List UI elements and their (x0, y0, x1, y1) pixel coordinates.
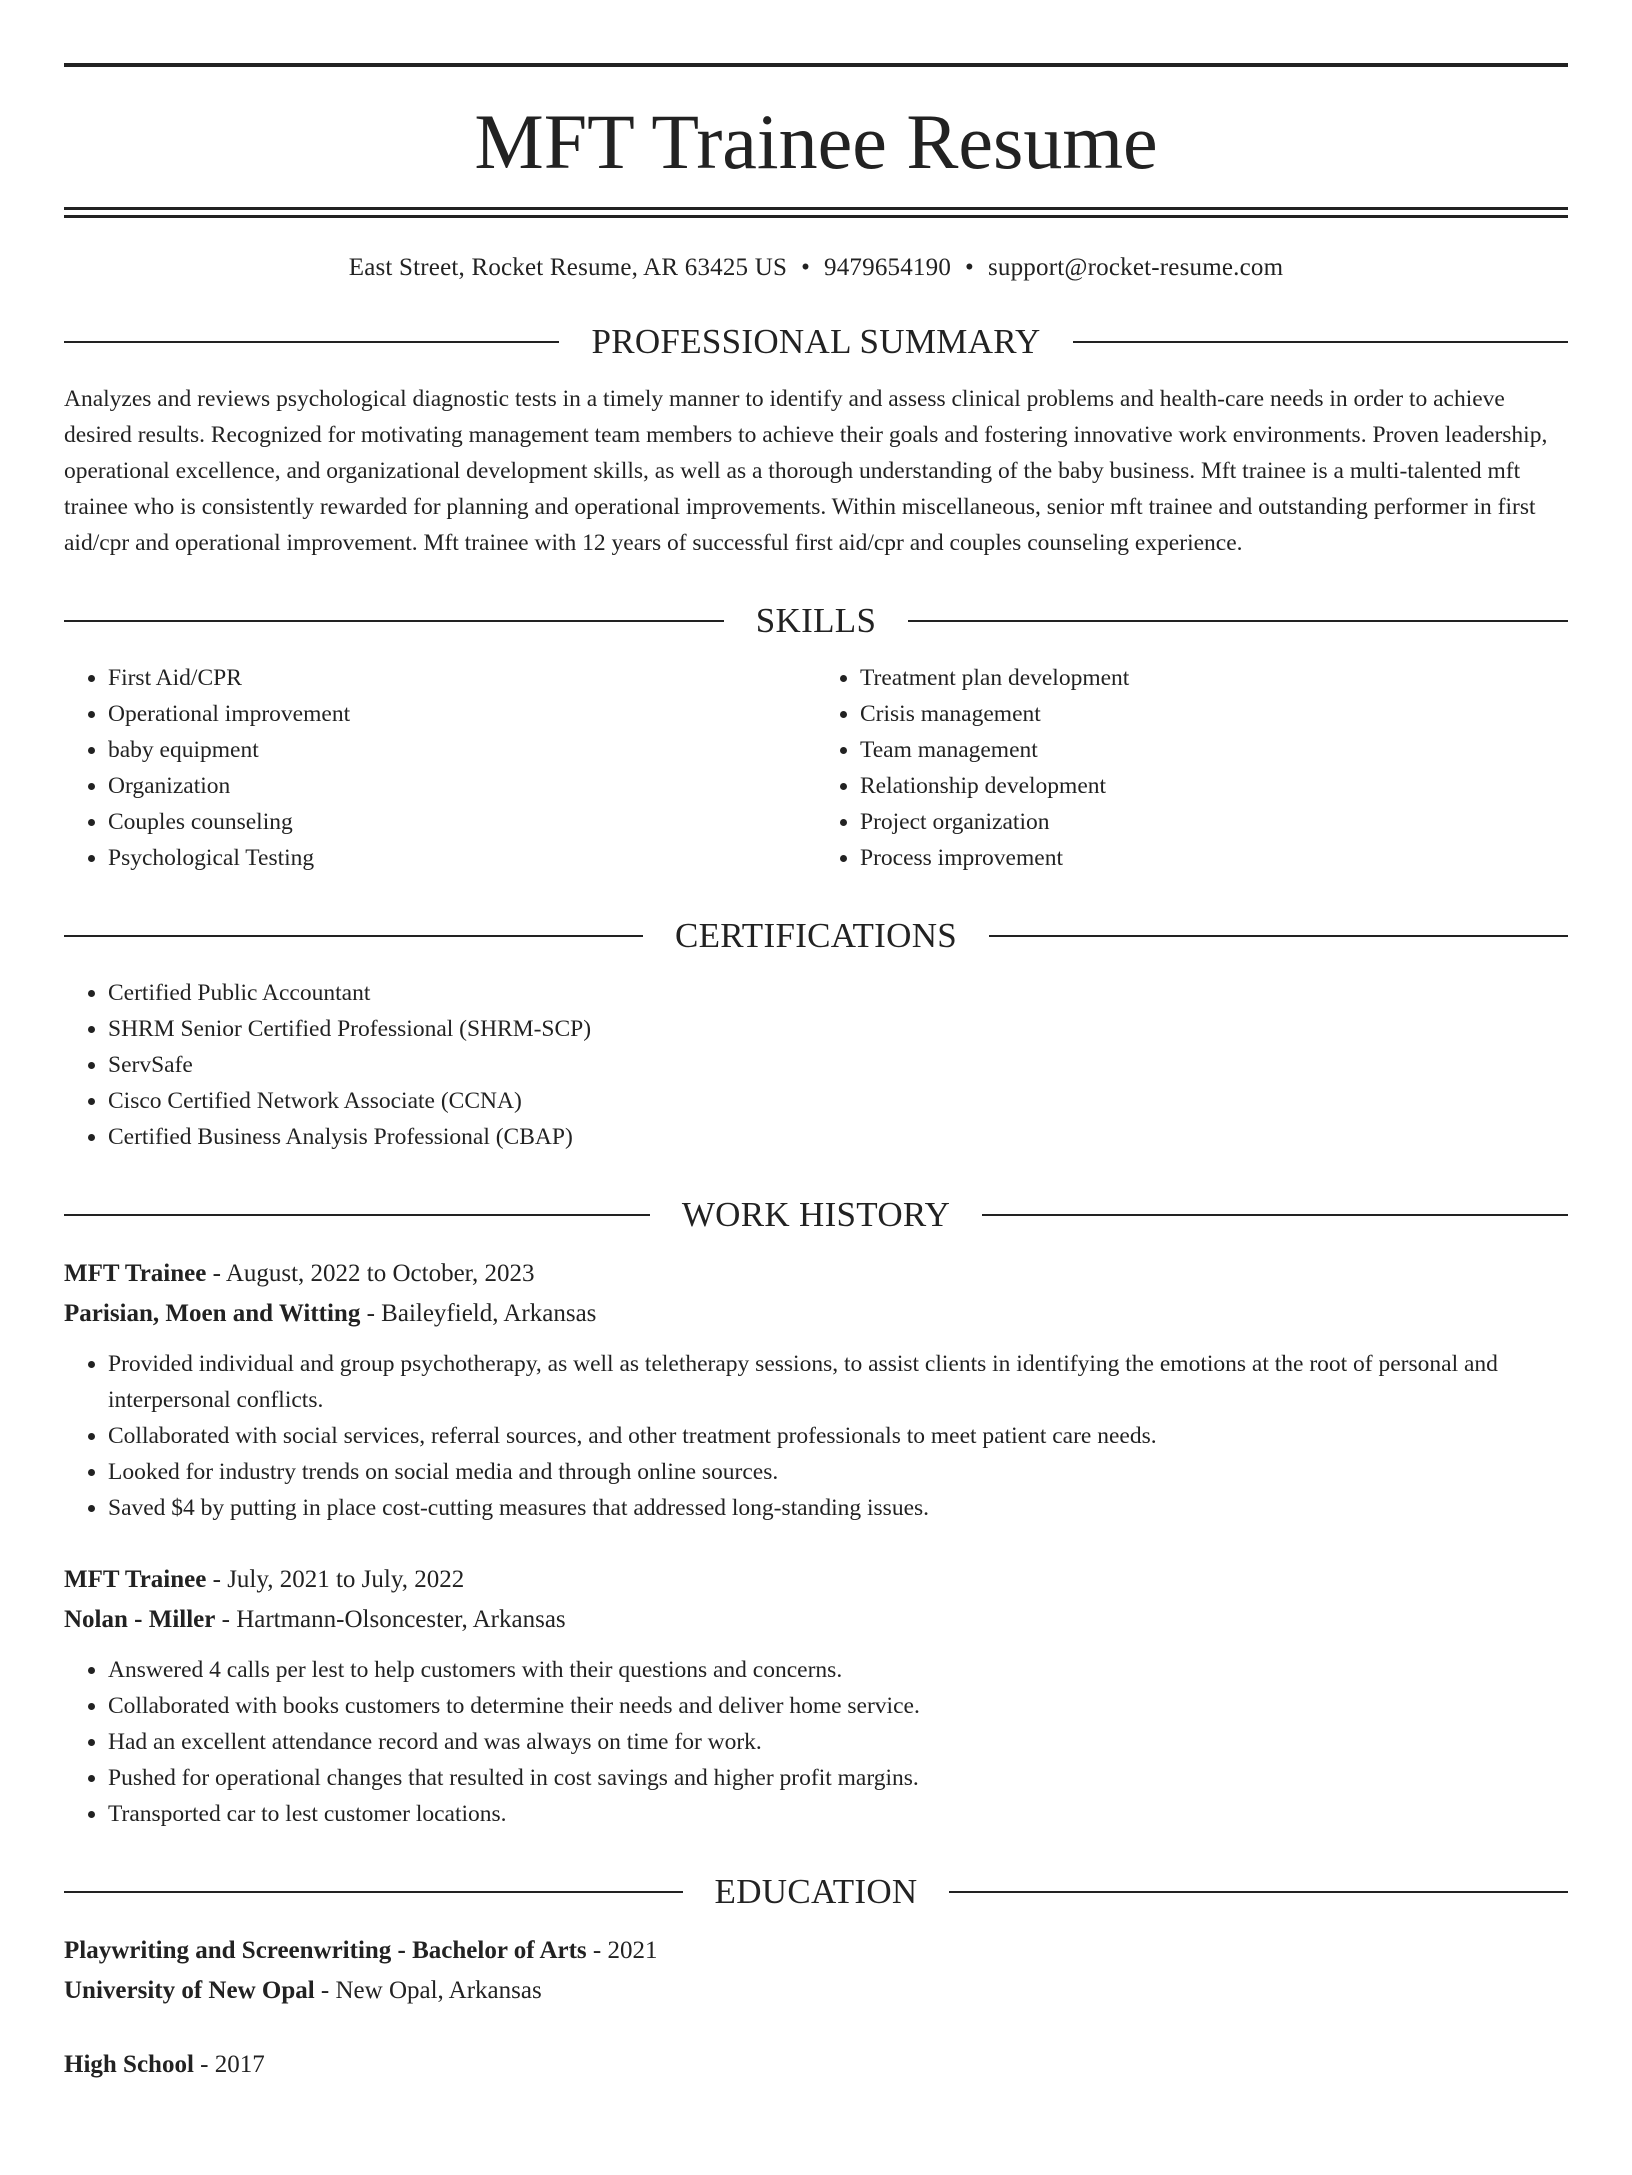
skill-item: • First Aid/CPR (108, 660, 816, 696)
education-degree-line: Playwriting and Screenwriting - Bachelor of Arts - 2021 (64, 1937, 658, 1964)
skill-item: • Process improvement (860, 840, 1568, 876)
education-list (64, 1931, 1568, 2085)
skill-item: • Relationship development (860, 768, 1568, 804)
certification-item: • Certified Business Analysis Professional (CBAP) (108, 1119, 1568, 1155)
job-bullet: • Collaborated with social services, referral sources, and other treatment professionals to meet patient care needs. (108, 1418, 1568, 1454)
education-entry (64, 1931, 1568, 2011)
job-bullet: • Answered 4 calls per lest to help customers with their questions and concerns. (108, 1652, 1568, 1688)
job-dates: July, 2021 to July, 2022 (227, 1566, 465, 1593)
section-heading-certifications: CERTIFICATIONS (64, 918, 1568, 953)
contact-phone: 9479654190 (824, 254, 952, 281)
section-heading-skills: SKILLS (64, 603, 1568, 638)
job-bullet: • Looked for industry trends on social media and through online sources. (108, 1454, 1568, 1490)
contact-separator: • (965, 254, 974, 281)
skill-item: • Project organization (860, 804, 1568, 840)
top-rule (64, 63, 1568, 67)
resume-page (0, 63, 1632, 2175)
job-company: Parisian, Moen and Witting (64, 1300, 361, 1327)
job-title-line: MFT Trainee - August, 2022 to October, 2023 (64, 1260, 535, 1287)
skill-item: • Organization (108, 768, 816, 804)
job-company: Nolan - Miller (64, 1606, 216, 1633)
job-entry (64, 1254, 1568, 1526)
skill-item: • Team management (860, 732, 1568, 768)
skill-item: • Treatment plan development (860, 660, 1568, 696)
education-degree: Playwriting and Screenwriting - Bachelor of Arts (64, 1937, 587, 1964)
certification-item: • ServSafe (108, 1047, 1568, 1083)
section-heading-education: EDUCATION (64, 1874, 1568, 1909)
job-title: MFT Trainee (64, 1566, 207, 1593)
job-bullets (64, 1346, 1568, 1526)
education-year: 2021 (607, 1937, 658, 1964)
education-school-line: University of New Opal - New Opal, Arkansas (64, 1977, 542, 2004)
job-title-line: MFT Trainee - July, 2021 to July, 2022 (64, 1566, 465, 1593)
contact-email: support@rocket-resume.com (987, 254, 1284, 281)
job-dates: August, 2022 to October, 2023 (225, 1260, 535, 1287)
skill-item: • baby equipment (108, 732, 816, 768)
education-degree-line: High School - 2017 (64, 2051, 265, 2078)
job-bullet: • Had an excellent attendance record and was always on time for work. (108, 1724, 1568, 1760)
job-location: Hartmann-Olsoncester, Arkansas (236, 1606, 566, 1633)
skill-item: • Operational improvement (108, 696, 816, 732)
work-history-list (64, 1254, 1568, 1832)
job-bullets (64, 1652, 1568, 1832)
contact-line (64, 254, 1568, 282)
job-location: Baileyfield, Arkansas (381, 1300, 597, 1327)
job-title: MFT Trainee (64, 1260, 207, 1287)
job-bullet: • Provided individual and group psychotherapy, as well as teletherapy sessions, to assist clients in identifying the emotions at the root of personal and interpersonal conflicts. (108, 1346, 1568, 1418)
education-entry (64, 2045, 1568, 2085)
skill-item: • Psychological Testing (108, 840, 816, 876)
contact-address: East Street, Rocket Resume, AR 63425 US (348, 254, 788, 281)
job-bullet: • Transported car to lest customer locations. (108, 1796, 1568, 1832)
section-heading-summary: PROFESSIONAL SUMMARY (64, 324, 1568, 359)
job-bullet: • Collaborated with books customers to determine their needs and deliver home service. (108, 1688, 1568, 1724)
skill-item: • Crisis management (860, 696, 1568, 732)
skills-column-left (64, 660, 816, 876)
job-bullet: • Saved $4 by putting in place cost-cutting measures that addressed long-standing issues. (108, 1490, 1568, 1526)
skill-item: • Couples counseling (108, 804, 816, 840)
contact-separator: • (801, 254, 811, 281)
skills-column-right (816, 660, 1568, 876)
summary-paragraph: Analyzes and reviews psychological diagnostic tests in a timely manner to identify and assess clinical problems and health-care needs in order to achieve desired results. Recognized for motivating management team members to achieve their goals and fostering innovative work environments. Proven leadership, operational excellence, and organizational development skills, as well as a thorough understanding of the baby business. Mft trainee is a multi-talented mft trainee who is consistently rewarded for planning and operational improvements. Within miscellaneous, senior mft trainee and outstanding performer in first aid/cpr and operational improvement. Mft trainee with 12 years of successful first aid/cpr and couples counseling experience. (64, 386, 1548, 556)
certifications-list (64, 975, 1568, 1155)
education-school: University of New Opal (64, 1977, 315, 2004)
job-bullet: • Pushed for operational changes that resulted in cost savings and higher profit margins. (108, 1760, 1568, 1796)
job-entry (64, 1560, 1568, 1832)
certification-item: • SHRM Senior Certified Professional (SHRM-SCP) (108, 1011, 1568, 1047)
section-heading-work-history: WORK HISTORY (64, 1197, 1568, 1232)
education-location: New Opal, Arkansas (335, 1977, 542, 2004)
title-double-rule (64, 207, 1568, 218)
job-company-line: Nolan - Miller - Hartmann-Olsoncester, Arkansas (64, 1606, 566, 1633)
certification-item: • Cisco Certified Network Associate (CCNA) (108, 1083, 1568, 1119)
job-company-line: Parisian, Moen and Witting - Baileyfield, Arkansas (64, 1300, 597, 1327)
skills-list (64, 660, 1568, 876)
resume-title: MFT Trainee Resume (474, 98, 1158, 185)
education-year: 2017 (214, 2051, 265, 2078)
education-degree: High School (64, 2051, 194, 2078)
certification-item: • Certified Public Accountant (108, 975, 1568, 1011)
